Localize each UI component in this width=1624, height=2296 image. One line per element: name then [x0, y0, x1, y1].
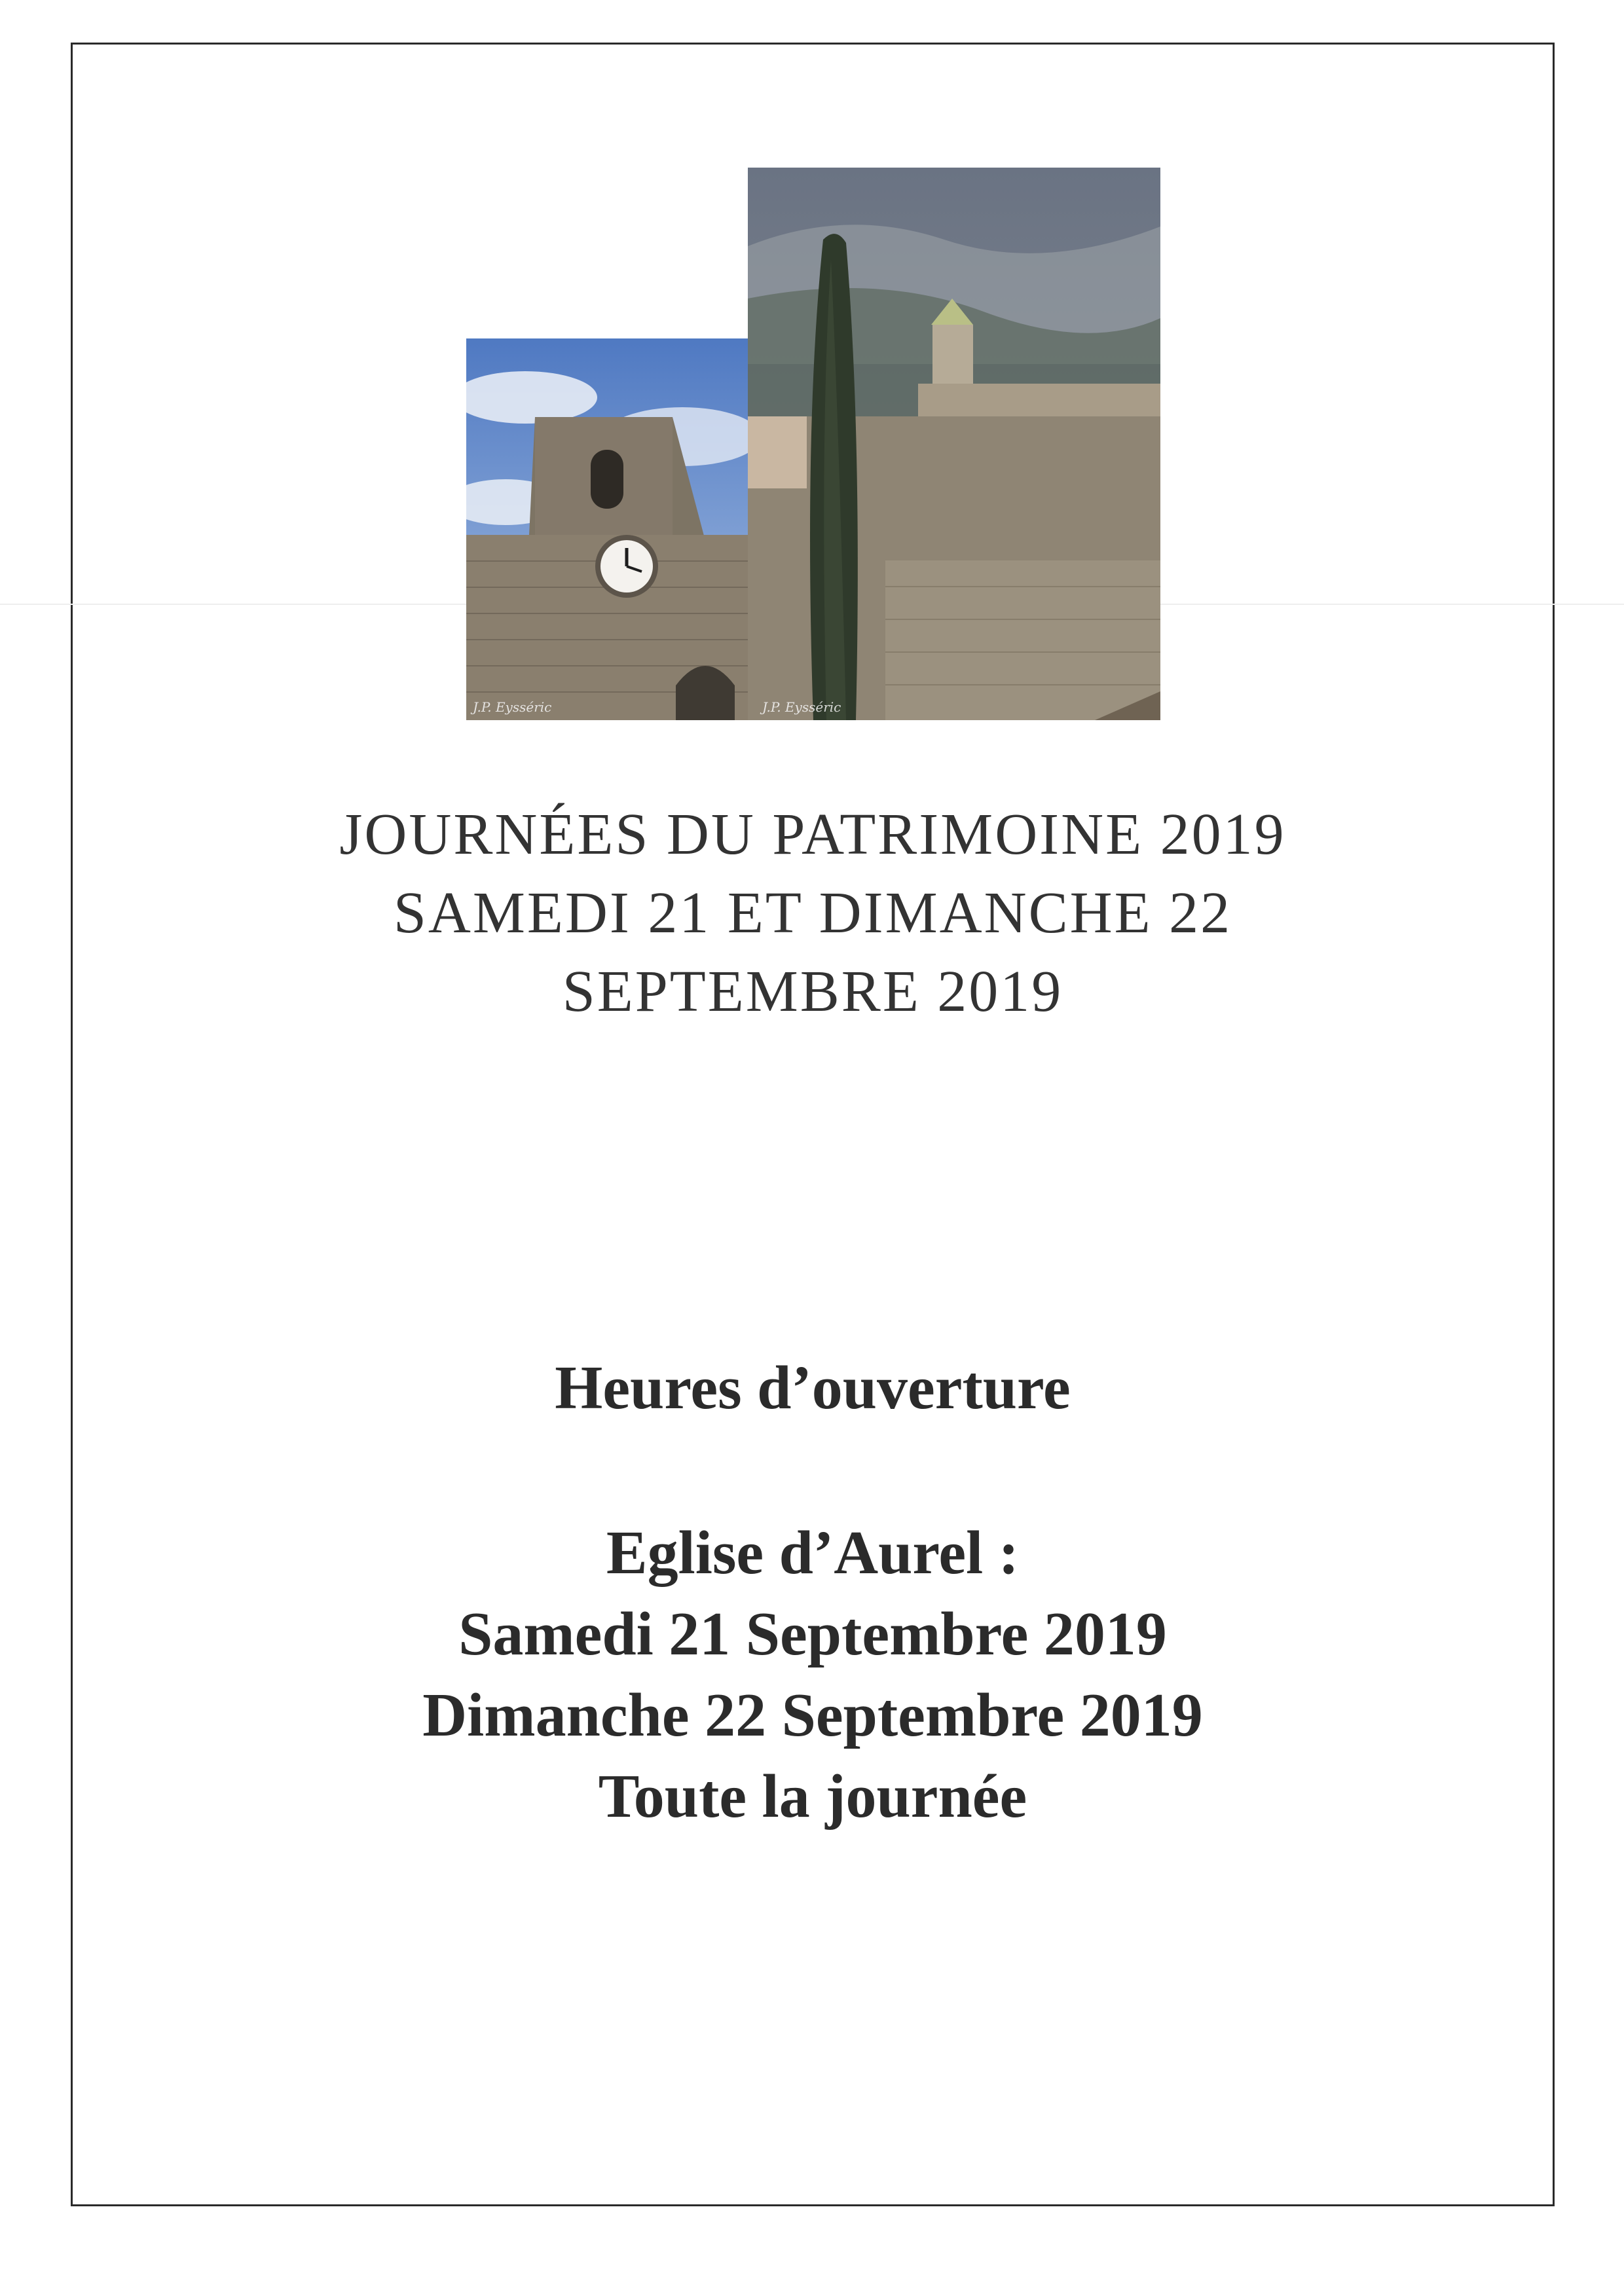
opening-hours-heading: Heures d’ouverture [555, 1354, 1071, 1422]
village-church-photo [748, 168, 1160, 720]
sunday-date: Dimanche 22 Septembre 2019 [422, 1681, 1203, 1749]
title-line: JOURNÉES DU PATRIMOINE 2019 [339, 802, 1286, 867]
bell-tower-photo [466, 338, 748, 720]
event-title [71, 795, 1555, 1031]
title-line: SAMEDI 21 ET DIMANCHE 22 [393, 881, 1232, 945]
opening-times: Toute la journée [598, 1762, 1027, 1831]
photo-credit: J.P. Eysséric [762, 699, 841, 715]
photo-credit: J.P. Eysséric [473, 699, 552, 715]
saturday-date: Samedi 21 Septembre 2019 [458, 1600, 1167, 1668]
venue-name: Eglise d’Aurel : [606, 1519, 1020, 1587]
opening-details [71, 1512, 1555, 1837]
title-line: SEPTEMBRE 2019 [562, 959, 1063, 1024]
